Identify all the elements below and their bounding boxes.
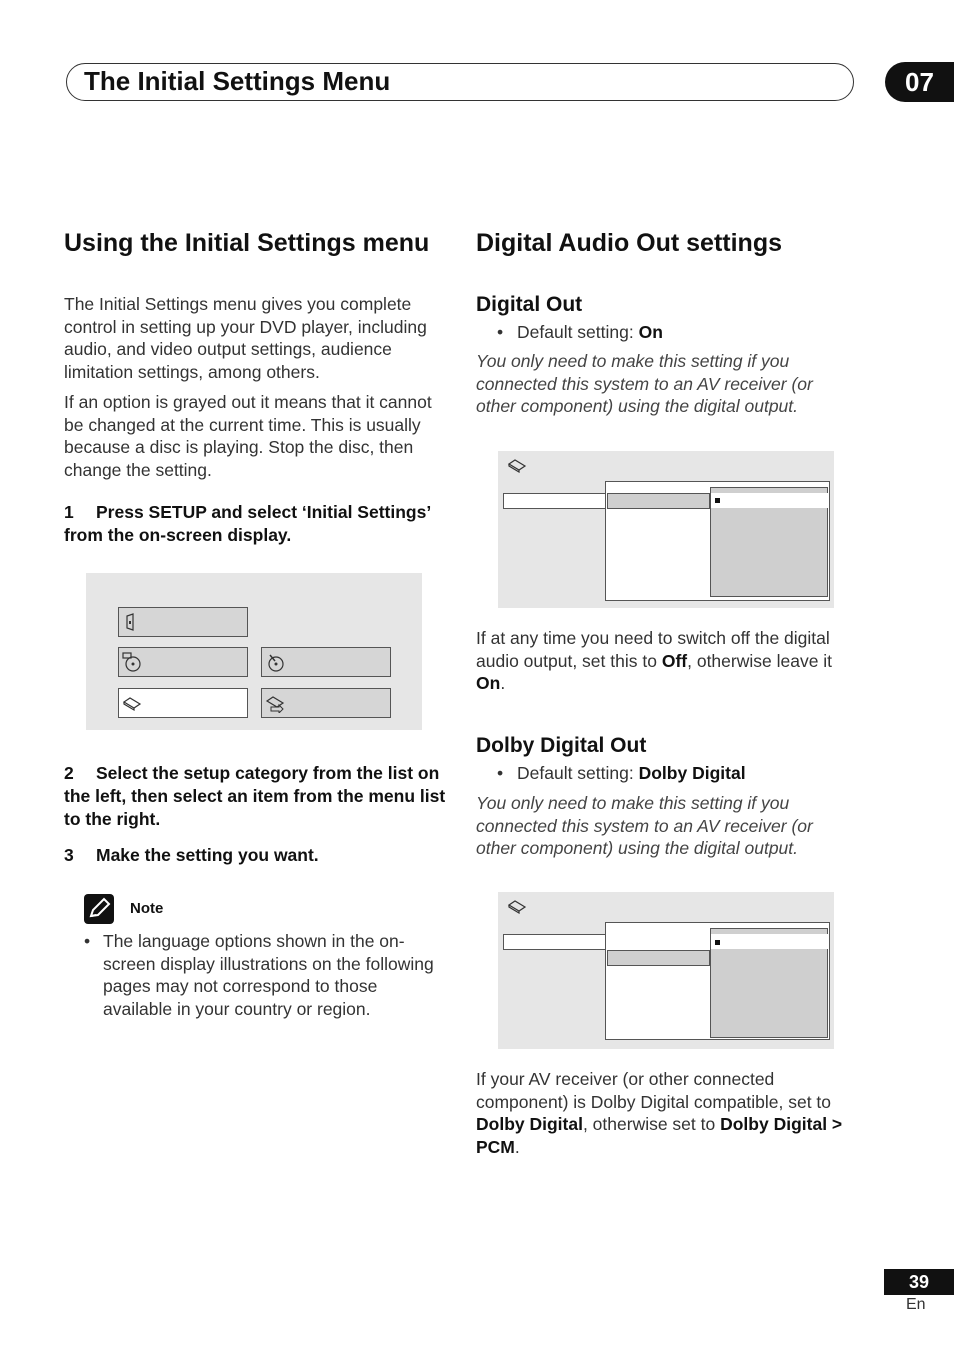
note-label: Note [130, 900, 164, 917]
bullet-dot: • [84, 931, 91, 951]
text-span: , otherwise set to [582, 1114, 721, 1135]
on-value: On [476, 673, 501, 694]
digital-out-explanation [476, 627, 846, 695]
digital-out-screen [498, 451, 834, 608]
selection-marker [715, 940, 720, 945]
category-item [503, 493, 607, 509]
setup-menu-screen [86, 573, 422, 730]
disc-play-icon [122, 652, 142, 672]
dolby-explanation [476, 1068, 851, 1159]
step-2 [64, 762, 449, 831]
note-pencil-icon [84, 894, 114, 924]
category-item [503, 934, 607, 950]
exit-icon [265, 693, 285, 713]
step-3-text: Make the setting you want. [96, 845, 319, 865]
step-3 [64, 844, 444, 867]
note-bullet [84, 930, 444, 1021]
default-value: On [638, 322, 663, 342]
digital-out-note: You only need to make this setting if you connected this system to an AV receiver (or other component) using the digital output. [476, 351, 813, 417]
note-text: The language options shown in the on-screen display illustrations on the following pages may not correspond to those available in your country or region. [103, 931, 434, 1020]
text-span: . [514, 1137, 520, 1158]
step-1-text: Press SETUP and select ‘Initial Settings’ from the on-screen display. [64, 502, 431, 545]
step-1 [64, 501, 444, 547]
dolby-default [497, 762, 877, 785]
text-span: If your AV receiver (or other connected component) is Dolby Digital compatible, set to [476, 1069, 832, 1112]
bullet-dot: • [497, 322, 504, 342]
step-2-number: 2 [64, 763, 74, 783]
default-label: Default setting: [517, 322, 639, 342]
speaker-icon [122, 612, 142, 632]
chapter-badge: 07 [885, 62, 954, 102]
menu-button-initial-settings [118, 688, 248, 718]
dolby-pcm-value: Dolby Digital > PCM [476, 1114, 843, 1158]
step-3-number: 3 [64, 845, 74, 865]
section-heading-initial-settings: Using the Initial Settings menu [64, 229, 430, 257]
selected-option [711, 493, 828, 508]
selected-menu-item [607, 493, 710, 509]
text-span: . [500, 673, 506, 694]
intro-paragraph: The Initial Settings menu gives you complete control in setting up your DVD player, including audio, and video output settings, audience limitation settings, among others. [64, 294, 427, 383]
language-code: En [906, 1296, 926, 1313]
page-number: 39 [884, 1269, 954, 1295]
selected-option [711, 934, 828, 949]
disc-setup-icon [265, 652, 285, 672]
section-heading-digital-audio: Digital Audio Out settings [476, 229, 783, 257]
dolby-note: You only need to make this setting if you connected this system to an AV receiver (or other component) using the digital output. [476, 793, 813, 859]
default-value: Dolby Digital [638, 763, 746, 783]
text-span: , otherwise leave it [687, 650, 833, 671]
text-span: If at any time you need to switch off the digital audio output, set this to [476, 628, 830, 671]
off-value: Off [661, 650, 688, 671]
dolby-digital-value: Dolby Digital [476, 1114, 583, 1135]
subheading-digital-out: Digital Out [476, 293, 583, 316]
selected-menu-item [607, 950, 710, 966]
greyed-option-paragraph: If an option is grayed out it means that it cannot be changed at the current time. This is usually because a disc is playing. Stop the disc, then change the setting. [64, 392, 432, 481]
bullet-dot: • [497, 763, 504, 783]
dolby-out-screen [498, 892, 834, 1049]
subheading-dolby-digital-out: Dolby Digital Out [476, 734, 647, 757]
menu-button-play [118, 647, 248, 677]
step-2-text: Select the setup category from the list on the left, then select an item from the menu list to the right. [64, 763, 446, 829]
initial-settings-icon [507, 457, 527, 473]
selection-marker [715, 498, 720, 503]
initial-settings-icon [122, 693, 142, 713]
default-label: Default setting: [517, 763, 639, 783]
initial-settings-icon [507, 898, 527, 914]
page-header-title: The Initial Settings Menu [84, 66, 391, 96]
menu-button-audio [118, 607, 248, 637]
menu-button-disc-setup [261, 647, 391, 677]
step-1-number: 1 [64, 502, 74, 522]
menu-button-exit [261, 688, 391, 718]
digital-out-default [497, 321, 877, 344]
